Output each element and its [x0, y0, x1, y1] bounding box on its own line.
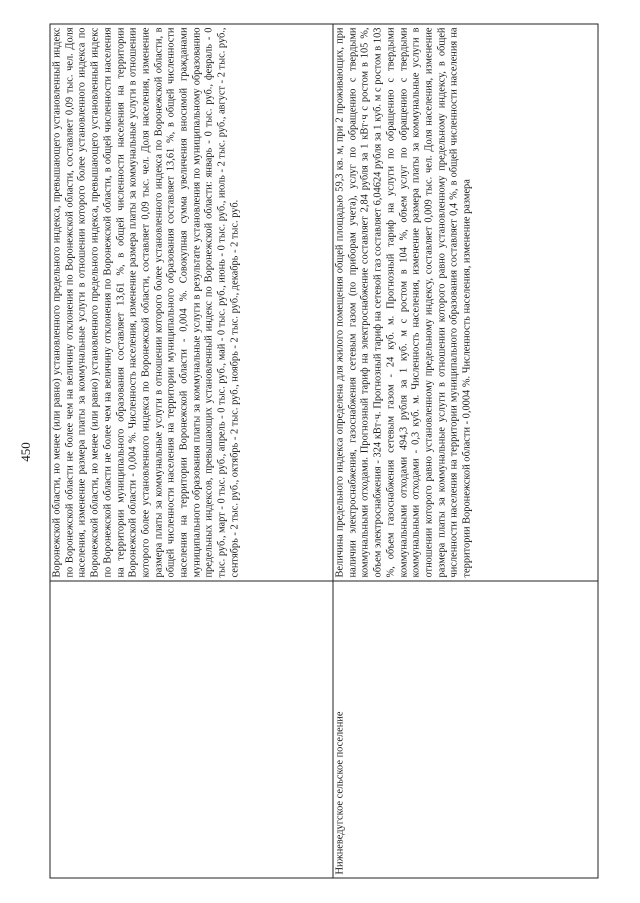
index-description-cell: Величина предельного индекса определена для жилого помещения общей площадью 59,3 кв. м, при 2 проживающих, при наличии электроснабжения, газоснабжения сетевым газом (по приборам учета), услуг по обращению с твердыми коммунальными отходами. Прогнозный тариф на электроснабжение составляет 2,84 рубля за 1 кВт·ч с ростом в 105 %, объем электроснабжения - 324 кВт·ч. Прогнозный тариф на сетевой газ составляет 6,04624 рубля за 1 куб. м с ростом в 103 %, объем газоснабжения сетевым газом - 24 куб. м. Прогнозный тариф на услуги по обращению с твердыми коммунальными отходами 494,3 рубля за 1 куб. м с ростом в 104 %, объем услуг по обращению с твердыми коммунальными отходами - 0,3 куб. м. Численность населения, изменение размера платы за коммунальные услуги в отношении которого равно установленному предельному индексу, составляет 0,009 тыс. чел. Доля населения, изменение размера платы за коммунальные услуги в отношении которого равно установленному предельному индексу, в общей численности населения на территории муниципального образования составляет 0,4 %, в общей численности населения на территории Воронежской области - 0,0004 %. Численность населения, изменение размера — [333, 24, 598, 581]
municipality-name-cell — [50, 581, 333, 878]
table-row — [333, 24, 598, 878]
municipality-name-cell: Нижневедугское сельское поселение — [333, 581, 598, 878]
document-table — [49, 24, 598, 879]
table-row — [50, 24, 333, 878]
index-description-cell: Воронежской области, но менее (или равно) установленного предельного индекса, превышающего установленный индекс по Воронежской области не более чем на величину отклонения по Воронежской области, составляет 0,09 тыс. чел. Доля населения, изменение размера платы за коммунальные услуги в отношении которого более установленного индекса по Воронежской области, но менее (или равно) установленного предельного индекса, превышающего установленный индекс по Воронежской области не более чем на величину отклонения по Воронежской области, в общей численности населения на территории муниципального образования составляет 13,61 %, в общей численности населения на территории Воронежской области - 0,004 %. Численность населения, изменение размера платы за коммунальные услуги в отношении которого более установленного индекса по Воронежской области, составляет 0,09 тыс. чел. Доля населения, изменение размера платы за коммунальные услуги в отношении которого более установленного индекса по Воронежской области, в общей численности населения на территории муниципального образования составляет 13,61 %, в общей численности населения на территории Воронежской области - 0,004 %. Совокупная сумма увеличения вносимой гражданами муниципального образования платы за коммунальные услуги в результате установления по муниципальному образованию предельных индексов, превышающих установленный индекс по Воронежской области: январь - 0 тыс. руб., февраль - 0 тыс. руб., март - 0 тыс. руб., апрель - 0 тыс. руб., май - 0 тыс. руб., июнь - 0 тыс. руб., июль - 2 тыс. руб., август - 2 тыс. руб., сентябрь - 2 тыс. руб., октябрь - 2 тыс. руб., ноябрь - 2 тыс. руб., декабрь - 2 тыс. руб. — [50, 24, 333, 581]
document-table-wrapper — [49, 24, 595, 879]
page-number: 450 — [18, 442, 33, 462]
